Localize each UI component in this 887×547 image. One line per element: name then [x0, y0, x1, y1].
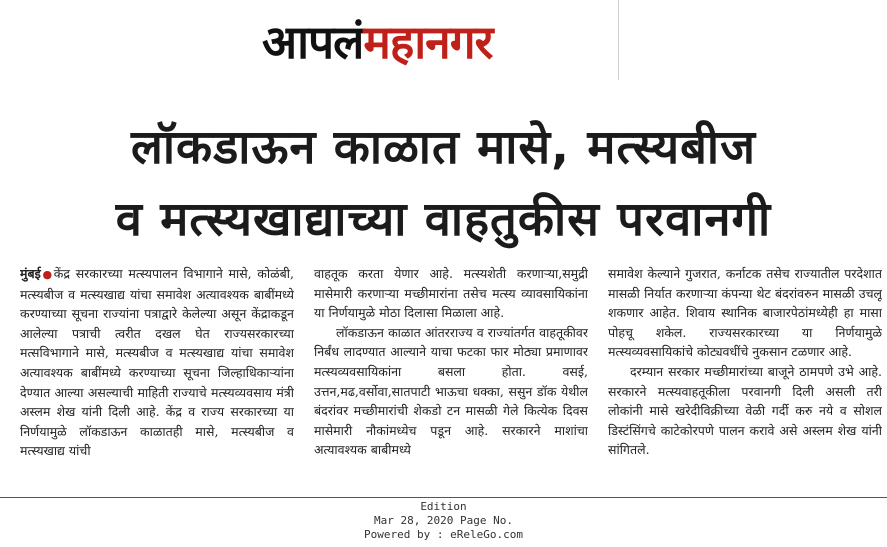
column-2-paragraph-1: वाहतूक करता येणार आहे. मत्स्यशेती करणाऱ्या,समुद्री मासेमारी करणाऱ्या मच्छीमारांना तसेच मत्स्य व्यावसायिकांना या निर्णयामुळे मोठा दिलासा मिळाला आहे. [314, 266, 588, 321]
article-column-1 [20, 264, 294, 497]
masthead-part-1: आपलं [262, 15, 364, 69]
column-3-paragraph-1: समावेश केल्याने गुजरात, कर्नाटक तसेच राज्यातील परदेशात मासळी निर्यात करणाऱ्या कंपन्या थेट बंदरांवरुन मासळी उचलू शकणार आहेत. शिवाय स्थानिक बाजारपेठांमध्येही हा मासा पोहचू शकेल. राज्यसरकारच्या या निर्णयामुळे मत्स्यव्यवसायिकांचे कोट्यवधींचे नुकसान टळणार आहे. [608, 266, 882, 360]
headline-line-2: व मत्स्यखाद्याच्या वाहतुकीस परवानगी [115, 192, 772, 247]
column-2-paragraph-2: लॉकडाऊन काळात आंतरराज्य व राज्यांतर्गत वाहतूकीवर निर्बंध लादण्यात आल्याने याचा फटका फार मोठ्या प्रमाणावर मत्स्यव्यवसायिकांना बसला होता. वसई, उत्तन,मढ,वर्सोवा,सातपाटी भाऊचा धक्का, ससुन डॉक येथील बंदरांवर मच्छीमारांची शेकडो टन मासळी गेले कित्येक दिवस मासेमारी नौकांमध्येच पडून आहे. सरकारने माशांचा अत्यावश्यक बाबीमध्ये [314, 324, 588, 458]
article-column-3 [608, 264, 882, 497]
headline [10, 112, 877, 256]
article-column-2 [314, 264, 588, 497]
footer-edition: Edition [420, 500, 467, 513]
dateline: मुंबई [20, 266, 41, 281]
bullet-icon: ● [40, 268, 54, 281]
footer-divider [0, 497, 887, 498]
article-body [20, 264, 882, 497]
masthead-logo [262, 10, 492, 70]
footer-powered-by: Powered by : eReleGo.com [364, 528, 523, 541]
footer [0, 500, 887, 542]
column-3-paragraph-2: दरम्यान सरकार मच्छीमारांच्या बाजूने ठामपणे उभे आहे. सरकारने मत्स्यवाहतूकीला परवानगी दिली असली तरी लोकांनी मासे खरेदीविक्रीच्या वेळी गर्दी करु नये व सोशल डिस्टंसिंगचे काटेकोरपणे पालन करावे असे अस्लम शेख यांनी सांगितले. [608, 363, 882, 458]
column-1-text: केंद्र सरकारच्या मत्स्यपालन विभागाने मासे, कोळंबी, मत्स्यबीज व मत्स्यखाद्य यांचा समावेश अत्यावश्यक बाबींमध्ये करण्याच्या सूचना राज्यांना पत्राद्वारे केलेल्या असून केंद्राकडून आलेल्या पत्राची त्वरीत दखल घेत राज्यसरकारच्या मत्सविभागाने मासे, मत्स्यबीज व मत्स्यखाद्य यांचा समावेश अत्यावश्यक बाबींमध्ये करण्याच्या सूचना जिल्हाधिकाऱ्यांना देण्यात आल्या असल्याची माहिती राज्याचे मत्स्यव्यवसाय मंत्री अस्लम शेख यांनी दिली आहे. केंद्र व राज्य सरकारच्या या निर्णयामुळे लॉकडाऊन काळातही मासे, मत्स्यबीज व मत्स्यखाद्य यांची [20, 266, 294, 459]
masthead-divider [618, 0, 619, 80]
headline-line-1: लॉकडाऊन काळात मासे, मत्स्यबीज [131, 120, 756, 175]
masthead-part-2: महानगर [363, 15, 493, 69]
footer-date: Mar 28, 2020 Page No. [373, 514, 514, 527]
